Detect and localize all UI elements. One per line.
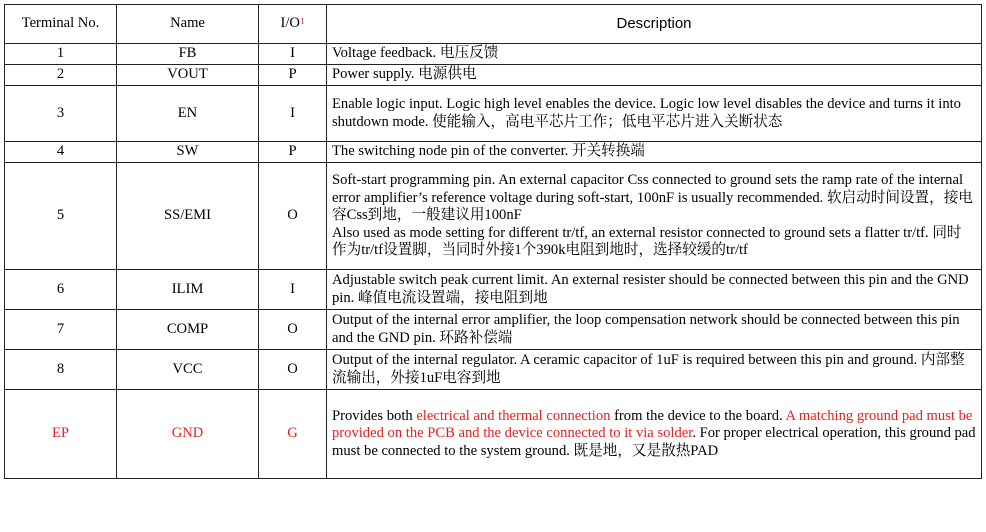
terminal-no-cell: 7 <box>5 310 117 350</box>
table-row <box>5 142 982 163</box>
io-type-cell: I <box>259 44 327 65</box>
header-io <box>259 5 327 44</box>
description-cell <box>327 350 982 390</box>
pin-name-cell: FB <box>117 44 259 65</box>
description-text: The switching node pin of the converter. 开关转换端 <box>332 143 645 160</box>
io-type-cell: I <box>259 86 327 142</box>
description-text: Also used as mode setting for different tr/tf, an external resistor connected to ground sets a flatter tr/tf. 同时作为tr/tf设置脚，当同时外接1个390k电阻到地时，选择较缓的tr/tf <box>332 224 962 259</box>
pin-name-cell: GND <box>117 390 259 479</box>
table-row <box>5 310 982 350</box>
description-cell <box>327 270 982 310</box>
table-row <box>5 350 982 390</box>
description-cell <box>327 163 982 270</box>
io-type-cell: G <box>259 390 327 479</box>
terminal-no-cell: 6 <box>5 270 117 310</box>
header-row <box>5 5 982 44</box>
description-text: Output of the internal regulator. A ceramic capacitor of 1uF is required between this pin and ground. 内部整流输出，外接1uF电容到地 <box>332 351 965 386</box>
pin-name-cell: EN <box>117 86 259 142</box>
terminal-no-cell: 2 <box>5 65 117 86</box>
pin-name-cell: VCC <box>117 350 259 390</box>
description-text: Enable logic input. Logic high level enables the device. Logic low level disables the device and turns it into shutdown mode. 使能输入，高电平芯片工作；低电平芯片进入关断状态 <box>332 95 961 130</box>
table-row <box>5 163 982 270</box>
io-footnote-marker: 1 <box>299 16 305 27</box>
description-text: Provides both <box>332 407 417 424</box>
header-description: Description <box>327 5 982 44</box>
description-text: Voltage feedback. 电压反馈 <box>332 45 499 62</box>
table-row <box>5 86 982 142</box>
pin-description-table-container <box>4 4 982 479</box>
table-row <box>5 44 982 65</box>
pin-rows <box>5 44 982 479</box>
io-type-cell: O <box>259 163 327 270</box>
table-row <box>5 270 982 310</box>
io-type-cell: P <box>259 65 327 86</box>
terminal-no-cell: 8 <box>5 350 117 390</box>
description-highlight-text: A matching ground pad must be provided on the PCB and the device connected to it via solder <box>332 407 973 442</box>
table-row <box>5 65 982 86</box>
pin-name-cell: VOUT <box>117 65 259 86</box>
table-row <box>5 390 982 479</box>
pin-name-cell: SS/EMI <box>117 163 259 270</box>
description-text: . For proper electrical operation, this ground pad must be connected to the system ground. 既是地，又是散热PAD <box>332 425 976 459</box>
pin-description-table <box>4 4 982 479</box>
description-highlight-text: electrical and thermal connection <box>416 407 611 424</box>
description-cell <box>327 390 982 479</box>
io-type-cell: O <box>259 310 327 350</box>
header-name: Name <box>117 5 259 44</box>
header-io-label: I/O <box>280 15 300 32</box>
description-cell <box>327 44 982 65</box>
terminal-no-cell: 1 <box>5 44 117 65</box>
pin-name-cell: ILIM <box>117 270 259 310</box>
description-text: from the device to the board. <box>610 407 786 424</box>
description-cell <box>327 86 982 142</box>
pin-name-cell: COMP <box>117 310 259 350</box>
terminal-no-cell: 3 <box>5 86 117 142</box>
terminal-no-cell: 4 <box>5 142 117 163</box>
description-text: Power supply. 电源供电 <box>332 66 477 83</box>
io-type-cell: O <box>259 350 327 390</box>
header-terminal-no: Terminal No. <box>5 5 117 44</box>
io-type-cell: P <box>259 142 327 163</box>
description-cell <box>327 142 982 163</box>
io-type-cell: I <box>259 270 327 310</box>
description-text: Output of the internal error amplifier, the loop compensation network should be connected between this pin and the GND pin. 环路补偿端 <box>332 311 960 346</box>
description-text: Soft-start programming pin. An external capacitor Css connected to ground sets the ramp rate of the internal error amplifier’s reference voltage during soft-start, 100nF is usually recommended. 软启动时间设置，接电容Css到地，一般建议用100nF <box>332 172 973 224</box>
pin-name-cell: SW <box>117 142 259 163</box>
description-cell <box>327 310 982 350</box>
terminal-no-cell: EP <box>5 390 117 479</box>
description-cell <box>327 65 982 86</box>
terminal-no-cell: 5 <box>5 163 117 270</box>
description-text: Adjustable switch peak current limit. An external resister should be connected between this pin and the GND pin. 峰值电流设置端，接电阻到地 <box>332 271 969 306</box>
